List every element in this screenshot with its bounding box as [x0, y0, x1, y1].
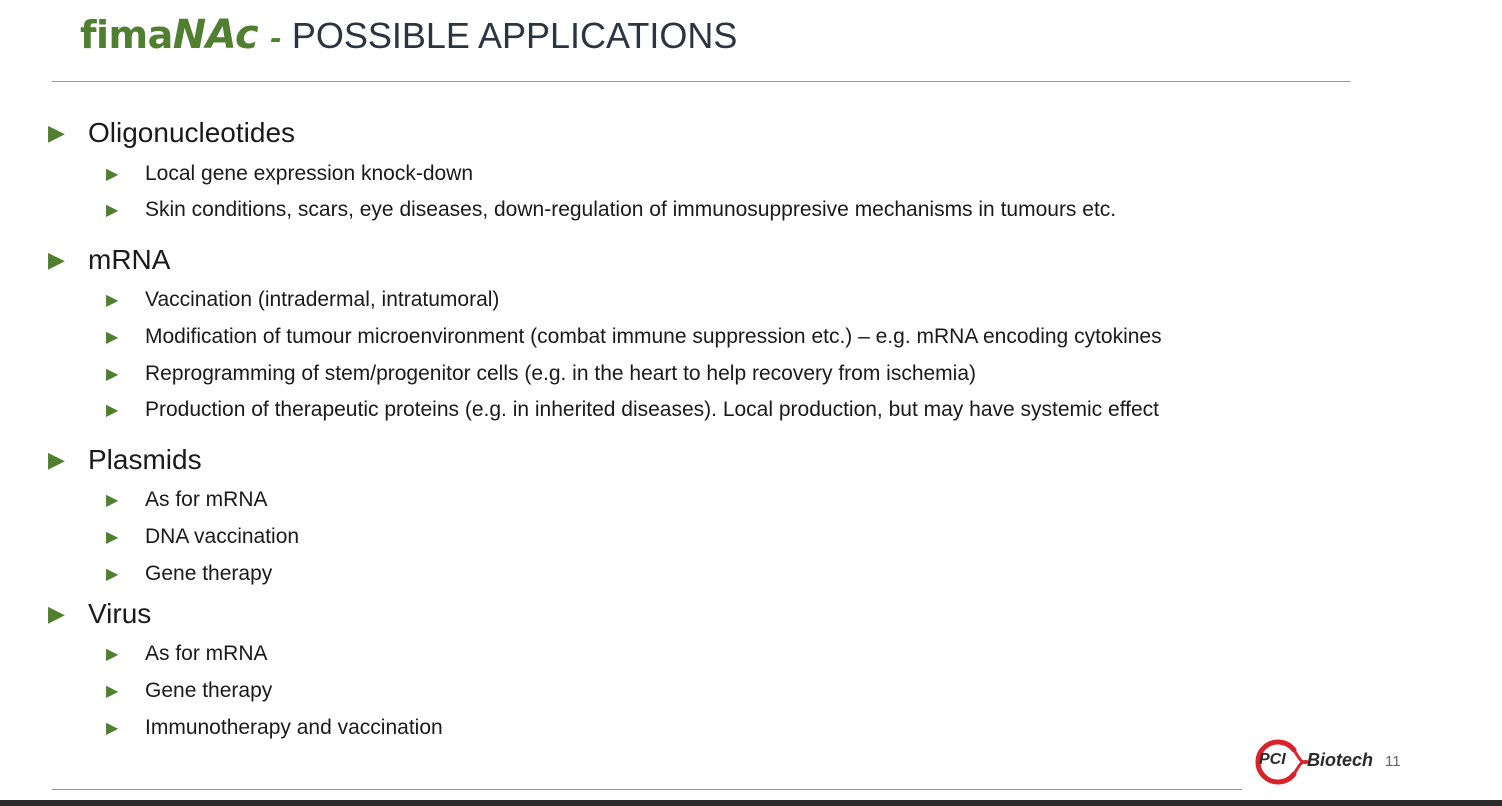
brand-emphasis: NAc: [172, 12, 259, 58]
play-triangle-icon: ▶: [106, 683, 119, 700]
list-item-text: Gene therapy: [145, 562, 273, 585]
list-item-text: Vaccination (intradermal, intratumoral): [145, 288, 500, 311]
play-triangle-icon: ▶: [106, 492, 119, 509]
play-triangle-icon: ▶: [106, 402, 119, 419]
slide-heading: POSSIBLE APPLICATIONS: [291, 15, 738, 56]
slide-title: [80, 12, 737, 62]
section-oligonucleotides: [48, 117, 295, 149]
section-plasmids: [48, 444, 202, 476]
title-divider: [52, 81, 1350, 82]
play-triangle-icon: ▶: [106, 720, 119, 737]
window-bottom-edge: [0, 800, 1502, 806]
play-triangle-icon: ▶: [106, 202, 119, 219]
list-item: [106, 362, 976, 386]
list-item: [106, 198, 1116, 222]
logo-biotech-text: Biotech: [1307, 750, 1374, 770]
play-triangle-icon: ▶: [106, 292, 119, 309]
list-item-text: Production of therapeutic proteins (e.g. in inherited diseases). Local production, but may have systemic effect: [145, 398, 1159, 421]
section-virus: [48, 598, 151, 630]
play-triangle-icon: ▶: [106, 529, 119, 546]
list-item: [106, 162, 473, 186]
list-item-text: Immunotherapy and vaccination: [145, 716, 443, 739]
logo-pci-text: PCI: [1259, 751, 1286, 768]
play-triangle-icon: ▶: [106, 329, 119, 346]
list-item: [106, 525, 299, 549]
list-item-text: Reprogramming of stem/progenitor cells (e.g. in the heart to help recovery from ischemia): [145, 362, 977, 385]
title-separator: -: [270, 22, 282, 55]
play-triangle-icon: ▶: [106, 166, 119, 183]
footer-divider: [52, 789, 1242, 790]
list-item: [106, 288, 499, 312]
play-triangle-icon: ▶: [48, 601, 65, 626]
play-triangle-icon: ▶: [48, 447, 65, 472]
list-item: [106, 488, 268, 512]
play-triangle-icon: ▶: [48, 120, 65, 145]
section-label: Plasmids: [88, 444, 202, 475]
section-label: Oligonucleotides: [88, 117, 296, 148]
play-triangle-icon: ▶: [106, 646, 119, 663]
list-item-text: As for mRNA: [145, 488, 268, 511]
brand-prefix: fima: [80, 13, 173, 57]
list-item-text: As for mRNA: [145, 642, 268, 665]
section-mrna: [48, 244, 170, 276]
list-item-text: Modification of tumour microenvironment (combat immune suppression etc.) – e.g. mRNA encoding cytokines: [145, 325, 1162, 348]
list-item: [106, 398, 1159, 422]
play-triangle-icon: ▶: [106, 566, 119, 583]
brand-name: [80, 12, 258, 58]
list-item-text: Local gene expression knock-down: [145, 162, 474, 185]
list-item: [106, 716, 443, 740]
section-label: mRNA: [88, 244, 171, 275]
list-item: [106, 325, 1162, 349]
page-number: 11: [1385, 753, 1401, 770]
play-triangle-icon: ▶: [106, 366, 119, 383]
list-item: [106, 679, 272, 703]
list-item: [106, 642, 268, 666]
play-triangle-icon: ▶: [48, 247, 65, 272]
list-item: [106, 562, 272, 586]
list-item-text: DNA vaccination: [145, 525, 300, 548]
list-item-text: Gene therapy: [145, 679, 273, 702]
section-label: Virus: [88, 598, 152, 629]
list-item-text: Skin conditions, scars, eye diseases, down-regulation of immunosuppresive mechanisms in tumours etc.: [145, 198, 1117, 221]
